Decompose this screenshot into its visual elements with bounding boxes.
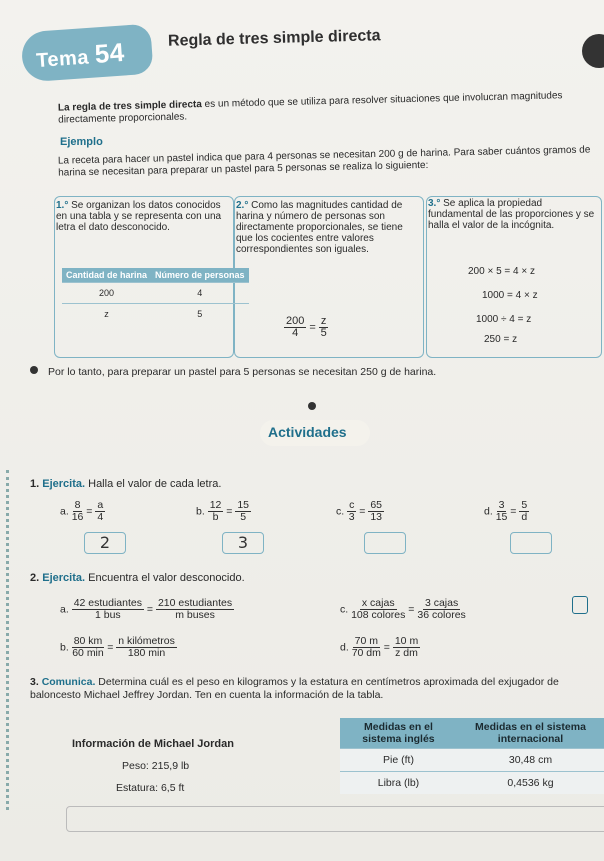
page-title: Regla de tres simple directa [167,27,381,50]
fraction [393,636,420,659]
q1-item-d: d. $\frac{3}{15}$ = $\frac{5}{d}$ [484,499,528,523]
example-table [62,268,249,324]
question-text: Encuentra el valor desconocido. [88,572,245,584]
fraction [368,500,384,523]
fraction-numerator: 210 estudiantes [157,597,233,609]
q2-item-c: c. $\frac{\text{x cajas}}{\text{108 colores}}$ = $\frac{\text{3 cajas}}{\text{36 colores}}$ [340,597,466,621]
conversion-table-cell: Pie (ft) [340,749,457,772]
equals-sign: = [309,321,316,334]
fraction-denominator: 15 [495,511,508,523]
fraction-denominator: 5 [320,327,327,339]
step1-desc: Se organizan los datos conocidos en una tabla y se representa con una letra el dato desconocido. [56,200,222,233]
fraction-denominator: 16 [71,511,84,523]
fraction [519,500,529,523]
info-title: Información de Michael Jordan [72,738,234,750]
fraction [208,500,224,523]
example-table-cell: 5 [151,304,249,325]
corner-decoration [582,34,604,68]
fraction-numerator: 70 m [354,635,378,647]
answer-box[interactable]: 3 [222,532,264,554]
ejemplo-text: La receta para hacer un pastel indica que para 4 personas se necesitan 200 g de harina. Para saber cuántos gramos de harina se necesitan para preparar un pastel para 5 personas se realiza lo siguiente: [57,144,591,179]
fraction-denominator: 5 [240,511,247,523]
question-number: 1. [30,478,40,490]
fraction-numerator: 65 [370,499,382,511]
intro-paragraph [58,89,598,126]
fraction-denominator: 4 [97,511,104,523]
tema-badge [22,28,152,80]
calc-line: 1000 ÷ 4 = z [476,314,532,325]
fraction [352,636,381,659]
conversion-table [340,718,604,794]
q2-item-d: d. $\frac{70 m}{70 dm}$ = $\frac{10 m}{\text{z dm}}$ [340,635,419,659]
fraction-numerator: 42 estudiantes [73,597,142,609]
tema-number: 54 [93,36,126,69]
item-letter: b. [60,641,69,654]
calc-line: 200 × 5 = 4 × z [468,266,535,277]
example-table-header: Cantidad de harina [62,268,151,283]
step3-num: 3.° [428,198,441,209]
item-letter: d. [484,505,493,518]
fraction-denominator: 60 min [72,647,104,659]
item-letter: c. [336,505,345,518]
answer-line[interactable] [66,806,604,832]
fraction-denominator: z dm [395,647,418,659]
fraction-numerator: 80 km [73,635,103,647]
fraction [284,316,306,339]
bullet-icon [30,366,38,374]
fraction-denominator: d [521,511,528,523]
intro-text: es un método que se utiliza para resolver situaciones que involucran magnitudes directamente proporcionales. [58,90,563,126]
q2-item-a: a. $\frac{\text{42 estudiantes}}{\text{1 bus}}$ = $\frac{\text{210 estudiantes}}{\text{m buses}}$ [60,597,233,621]
fraction-denominator: 180 min [127,647,166,659]
question-text: Determina cuál es el peso en kilogramos y la estatura en centímetros aproximada del exjugador de baloncesto Michael Jeffrey Jordan. Ten en cuenta la información de la tabla. [30,676,559,701]
step1-num: 1.° [56,200,69,211]
step3-desc: Se aplica la propiedad fundamental de las proporciones y se halla el valor de la incógnita. [428,198,595,231]
question-lead: Ejercita. [42,572,86,584]
calc-line: 1000 = 4 × z [482,290,538,301]
conversion-table-header: Medidas en el sistema inglés [340,718,457,749]
fraction-numerator: x cajas [361,597,395,609]
step2-proportion [284,316,328,339]
fraction-numerator: 3 cajas [424,597,459,609]
q2-item-b: b. $\frac{80 km}{60 \min}$ = $\frac{\text{n kilómetros}}{180 \min}$ [60,635,175,659]
question-number: 2. [30,572,40,584]
info-estatura: Estatura: 6,5 ft [116,782,185,794]
answer-box[interactable] [364,532,406,554]
item-letter: c. [340,603,349,616]
step2-text [236,200,411,255]
question-lead: Comunica. [41,676,96,688]
fraction [95,500,105,523]
fraction-denominator: 4 [292,327,299,339]
question-2 [30,572,245,584]
fraction-denominator: 1 bus [95,609,121,621]
fraction [347,500,356,523]
fraction [156,598,234,621]
question-1 [30,478,221,490]
intro-keyword: La regla de tres simple directa [57,99,202,114]
step1-text [56,200,226,233]
fraction-denominator: 36 colores [417,609,466,621]
fraction-numerator: 5 [521,499,528,511]
q1-item-a: a. $\frac{8}{16}$ = $\frac{a}{4}$ [60,499,104,523]
answer-box[interactable]: 2 [84,532,126,554]
fraction [72,598,144,621]
question-number: 3. [30,676,39,688]
step2-desc: Como las magnitudes cantidad de harina y número de personas son directamente proporcionales, se tiene que los cocientes entre valores correspondientes son iguales. [236,200,403,255]
fraction [116,636,177,659]
conversion-table-header: Medidas en el sistema internacional [457,718,604,749]
conversion-table-cell: 30,48 cm [457,749,604,772]
question-text: Halla el valor de cada letra. [88,478,222,490]
step2-num: 2.° [236,200,249,211]
fraction [72,636,105,659]
item-letter: a. [60,603,69,616]
fraction-denominator: 70 dm [351,647,381,659]
fraction-numerator: 10 m [394,635,419,647]
actividades-title: Actividades [268,424,347,440]
fraction-numerator: 8 [74,499,81,511]
question-lead: Ejercita. [42,478,86,490]
item-letter: a. [60,505,69,518]
question-3 [30,676,596,702]
fraction-numerator: 12 [209,499,222,511]
example-table-cell: 4 [151,283,249,304]
fraction-numerator: 200 [286,315,305,327]
fraction-numerator: z [320,315,327,327]
fraction-numerator: c [349,499,355,511]
item-letter: b. [196,505,205,518]
tema-label [35,37,126,74]
fraction-denominator: m buses [175,609,215,621]
ejemplo-heading: Ejemplo [60,136,103,148]
fraction [72,500,84,523]
fraction-numerator: a [97,499,104,511]
example-table-cell: z [62,304,151,325]
fraction-denominator: 13 [370,511,382,523]
calculator-icon [572,596,588,614]
fraction [351,598,405,621]
step3-text [428,198,598,231]
fraction-denominator: 3 [348,511,355,523]
info-peso: Peso: 215,9 lb [122,760,190,772]
fraction-numerator: n kilómetros [118,635,175,647]
answer-box[interactable] [510,532,552,554]
fraction [235,500,251,523]
fraction-numerator: 15 [237,499,250,511]
margin-dots [6,470,15,810]
fraction-denominator: 108 colores [351,609,406,621]
example-table-cell: 200 [62,283,151,304]
fraction-numerator: 3 [498,499,505,511]
calc-line: 250 = z [484,334,518,345]
example-table-header: Número de personas [151,268,249,283]
tema-word: Tema [35,46,90,73]
bullet-icon [308,402,316,410]
conclusion: Por lo tanto, para preparar un pastel para 5 personas se necesitan 250 g de harina. [48,366,437,378]
fraction [319,316,329,339]
conversion-table-cell: Libra (lb) [340,772,457,795]
fraction [496,500,508,523]
fraction [417,598,465,621]
fraction-denominator: b [212,511,219,523]
q1-item-b: b. $\frac{12}{b}$ = $\frac{15}{5}$ [196,499,250,523]
conversion-table-cell: 0,4536 kg [457,772,604,795]
q1-item-c: c. $\frac{c}{3}$ = $\frac{65}{13}$ [336,499,382,523]
item-letter: d. [340,641,349,654]
